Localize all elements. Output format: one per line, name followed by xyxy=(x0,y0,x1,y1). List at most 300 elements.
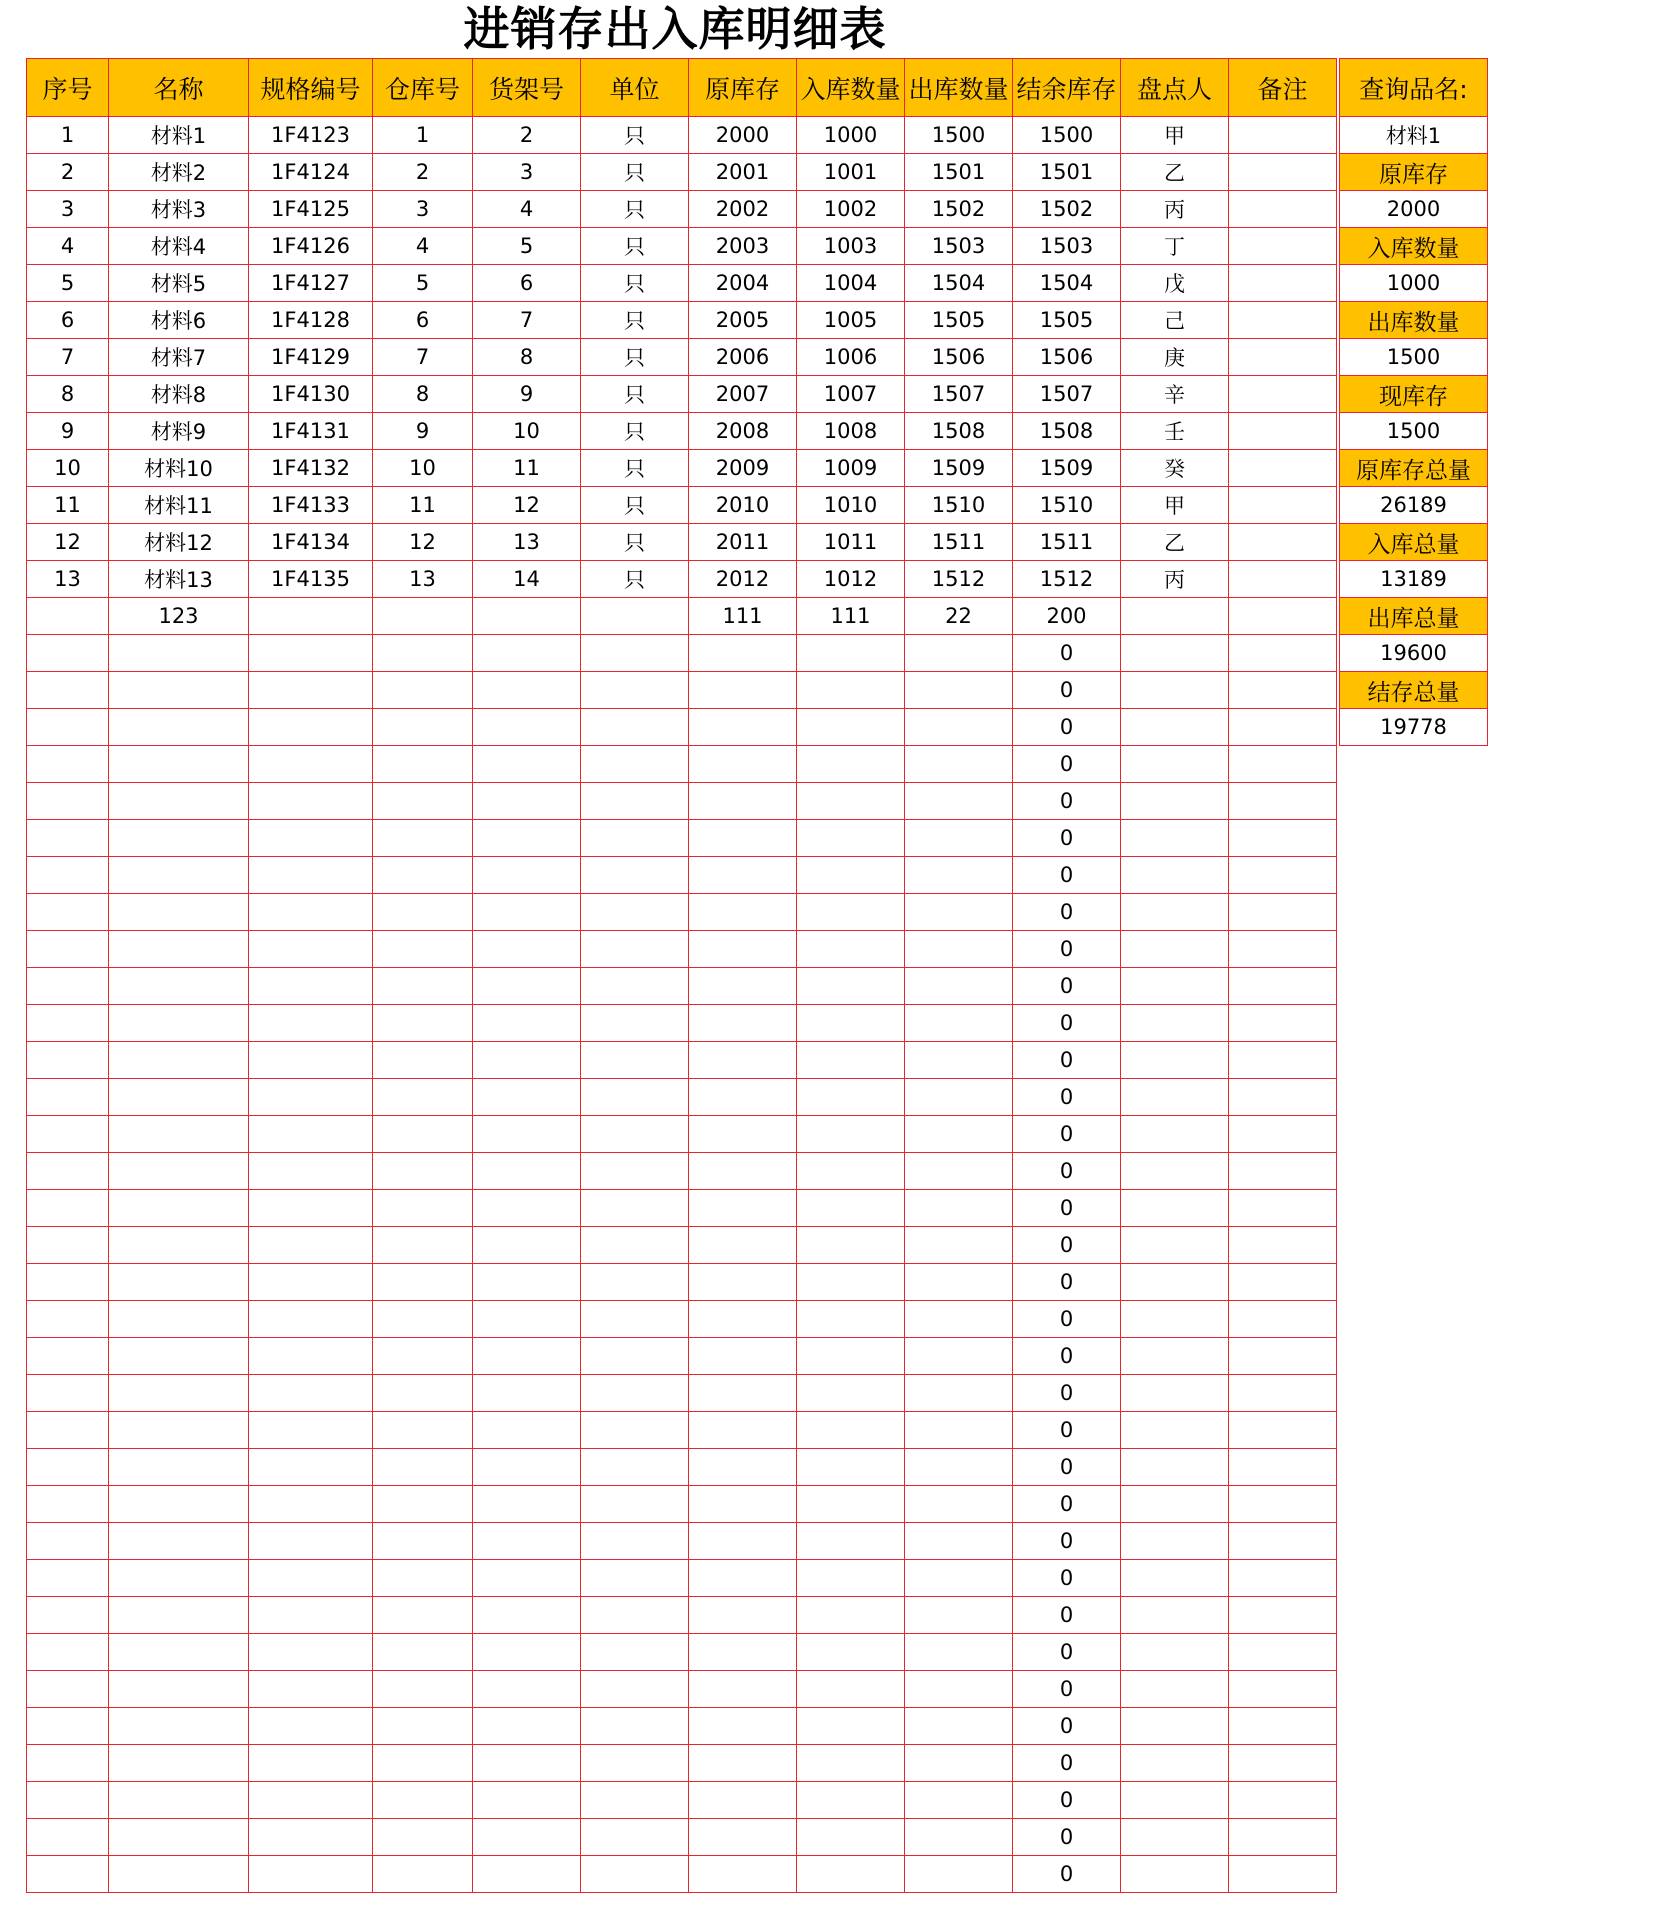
table-cell[interactable] xyxy=(581,1190,689,1227)
table-cell[interactable] xyxy=(1229,228,1337,265)
table-cell[interactable] xyxy=(249,783,373,820)
table-cell[interactable]: 1012 xyxy=(797,561,905,598)
table-cell[interactable]: 只 xyxy=(581,117,689,154)
table-cell[interactable] xyxy=(797,1227,905,1264)
table-cell[interactable] xyxy=(473,1560,581,1597)
table-cell[interactable] xyxy=(249,1560,373,1597)
table-cell[interactable]: 3 xyxy=(373,191,473,228)
table-cell[interactable] xyxy=(689,1079,797,1116)
table-cell[interactable] xyxy=(373,635,473,672)
table-cell[interactable] xyxy=(1229,1449,1337,1486)
table-cell[interactable]: 13 xyxy=(473,524,581,561)
table-cell[interactable] xyxy=(473,968,581,1005)
table-cell[interactable] xyxy=(27,1338,109,1375)
table-cell[interactable] xyxy=(797,1153,905,1190)
table-cell[interactable] xyxy=(581,1708,689,1745)
table-cell[interactable]: 材料12 xyxy=(109,524,249,561)
table-cell[interactable] xyxy=(689,1856,797,1893)
table-cell[interactable] xyxy=(905,1634,1013,1671)
table-cell[interactable] xyxy=(473,857,581,894)
table-cell[interactable] xyxy=(373,820,473,857)
table-cell[interactable] xyxy=(373,857,473,894)
table-cell[interactable] xyxy=(905,1153,1013,1190)
table-cell[interactable]: 7 xyxy=(27,339,109,376)
table-cell[interactable]: 1F4123 xyxy=(249,117,373,154)
table-cell[interactable] xyxy=(27,598,109,635)
table-cell[interactable] xyxy=(1229,598,1337,635)
table-cell[interactable]: 只 xyxy=(581,524,689,561)
table-cell[interactable] xyxy=(1229,635,1337,672)
table-cell[interactable] xyxy=(473,1856,581,1893)
table-cell[interactable] xyxy=(1229,1116,1337,1153)
table-cell[interactable] xyxy=(27,635,109,672)
table-cell[interactable] xyxy=(249,1745,373,1782)
table-cell[interactable] xyxy=(249,1042,373,1079)
table-cell[interactable] xyxy=(797,1597,905,1634)
table-cell[interactable] xyxy=(689,1116,797,1153)
table-cell[interactable] xyxy=(1121,968,1229,1005)
table-cell[interactable] xyxy=(473,1597,581,1634)
table-cell[interactable]: 1506 xyxy=(1013,339,1121,376)
table-cell[interactable]: 只 xyxy=(581,487,689,524)
table-cell[interactable]: 1511 xyxy=(905,524,1013,561)
table-cell[interactable] xyxy=(1229,746,1337,783)
table-cell[interactable]: 0 xyxy=(1013,931,1121,968)
table-cell[interactable] xyxy=(373,1227,473,1264)
table-cell[interactable] xyxy=(797,1708,905,1745)
table-cell[interactable]: 2011 xyxy=(689,524,797,561)
table-cell[interactable]: 9 xyxy=(373,413,473,450)
table-cell[interactable] xyxy=(373,1819,473,1856)
table-cell[interactable] xyxy=(689,1671,797,1708)
table-cell[interactable]: 1F4133 xyxy=(249,487,373,524)
table-cell[interactable]: 0 xyxy=(1013,1116,1121,1153)
table-cell[interactable]: 10 xyxy=(473,413,581,450)
table-cell[interactable] xyxy=(373,709,473,746)
table-cell[interactable] xyxy=(905,968,1013,1005)
table-cell[interactable] xyxy=(473,1005,581,1042)
table-cell[interactable] xyxy=(689,672,797,709)
table-cell[interactable] xyxy=(473,1153,581,1190)
table-cell[interactable]: 200 xyxy=(1013,598,1121,635)
table-cell[interactable] xyxy=(797,709,905,746)
table-cell[interactable]: 0 xyxy=(1013,709,1121,746)
table-cell[interactable] xyxy=(249,1856,373,1893)
table-cell[interactable] xyxy=(1229,820,1337,857)
query-value[interactable]: 19778 xyxy=(1340,709,1488,746)
table-cell[interactable]: 甲 xyxy=(1121,117,1229,154)
table-cell[interactable] xyxy=(905,783,1013,820)
table-cell[interactable]: 0 xyxy=(1013,1856,1121,1893)
table-cell[interactable] xyxy=(109,709,249,746)
table-cell[interactable]: 癸 xyxy=(1121,450,1229,487)
table-cell[interactable] xyxy=(905,894,1013,931)
table-cell[interactable]: 1512 xyxy=(1013,561,1121,598)
table-cell[interactable]: 7 xyxy=(473,302,581,339)
table-cell[interactable] xyxy=(581,1782,689,1819)
table-cell[interactable] xyxy=(1229,1190,1337,1227)
table-cell[interactable] xyxy=(581,598,689,635)
table-cell[interactable]: 0 xyxy=(1013,1153,1121,1190)
table-cell[interactable]: 5 xyxy=(373,265,473,302)
table-cell[interactable] xyxy=(249,1486,373,1523)
table-cell[interactable] xyxy=(249,1264,373,1301)
table-cell[interactable] xyxy=(689,931,797,968)
table-cell[interactable] xyxy=(1121,1597,1229,1634)
column-header[interactable]: 原库存 xyxy=(689,59,797,117)
table-cell[interactable]: 0 xyxy=(1013,783,1121,820)
table-cell[interactable] xyxy=(905,1782,1013,1819)
column-header[interactable]: 序号 xyxy=(27,59,109,117)
table-cell[interactable]: 3 xyxy=(473,154,581,191)
table-cell[interactable] xyxy=(27,1079,109,1116)
table-cell[interactable] xyxy=(689,968,797,1005)
table-cell[interactable] xyxy=(27,1671,109,1708)
table-cell[interactable] xyxy=(1229,450,1337,487)
table-cell[interactable] xyxy=(109,1153,249,1190)
table-cell[interactable] xyxy=(373,1560,473,1597)
table-cell[interactable] xyxy=(689,1782,797,1819)
table-cell[interactable]: 1508 xyxy=(1013,413,1121,450)
table-cell[interactable] xyxy=(27,1116,109,1153)
table-cell[interactable]: 0 xyxy=(1013,1190,1121,1227)
table-cell[interactable] xyxy=(1229,1227,1337,1264)
table-cell[interactable] xyxy=(581,1819,689,1856)
table-cell[interactable] xyxy=(109,1005,249,1042)
table-cell[interactable]: 乙 xyxy=(1121,154,1229,191)
table-cell[interactable] xyxy=(249,1819,373,1856)
table-cell[interactable]: 1F4132 xyxy=(249,450,373,487)
table-cell[interactable] xyxy=(373,1153,473,1190)
table-cell[interactable]: 12 xyxy=(473,487,581,524)
table-cell[interactable]: 6 xyxy=(473,265,581,302)
table-cell[interactable]: 2001 xyxy=(689,154,797,191)
table-cell[interactable]: 22 xyxy=(905,598,1013,635)
table-cell[interactable] xyxy=(1121,1412,1229,1449)
table-cell[interactable] xyxy=(1229,524,1337,561)
table-cell[interactable] xyxy=(109,1264,249,1301)
table-cell[interactable] xyxy=(581,1634,689,1671)
table-cell[interactable] xyxy=(689,1005,797,1042)
table-cell[interactable] xyxy=(905,820,1013,857)
table-cell[interactable]: 9 xyxy=(27,413,109,450)
table-cell[interactable] xyxy=(797,1042,905,1079)
table-cell[interactable] xyxy=(249,1190,373,1227)
table-cell[interactable]: 壬 xyxy=(1121,413,1229,450)
table-cell[interactable] xyxy=(249,1338,373,1375)
table-cell[interactable] xyxy=(1121,1782,1229,1819)
table-cell[interactable] xyxy=(581,783,689,820)
column-header[interactable]: 名称 xyxy=(109,59,249,117)
table-cell[interactable] xyxy=(905,1375,1013,1412)
table-cell[interactable] xyxy=(249,1634,373,1671)
table-cell[interactable] xyxy=(249,1671,373,1708)
table-cell[interactable] xyxy=(581,1449,689,1486)
table-cell[interactable] xyxy=(797,1412,905,1449)
table-cell[interactable] xyxy=(797,1301,905,1338)
table-cell[interactable] xyxy=(581,820,689,857)
table-cell[interactable] xyxy=(473,894,581,931)
table-cell[interactable] xyxy=(1229,931,1337,968)
table-cell[interactable] xyxy=(689,1412,797,1449)
table-cell[interactable]: 1508 xyxy=(905,413,1013,450)
table-cell[interactable]: 1001 xyxy=(797,154,905,191)
table-cell[interactable] xyxy=(797,857,905,894)
table-cell[interactable] xyxy=(797,820,905,857)
table-cell[interactable]: 己 xyxy=(1121,302,1229,339)
table-cell[interactable] xyxy=(27,857,109,894)
table-cell[interactable]: 2012 xyxy=(689,561,797,598)
table-cell[interactable] xyxy=(373,1486,473,1523)
table-cell[interactable] xyxy=(1121,1079,1229,1116)
table-cell[interactable] xyxy=(109,1486,249,1523)
table-cell[interactable] xyxy=(27,1597,109,1634)
table-cell[interactable]: 材料4 xyxy=(109,228,249,265)
table-cell[interactable]: 1501 xyxy=(1013,154,1121,191)
table-cell[interactable] xyxy=(689,635,797,672)
table-cell[interactable]: 1F4126 xyxy=(249,228,373,265)
table-cell[interactable] xyxy=(1229,672,1337,709)
table-cell[interactable]: 1510 xyxy=(905,487,1013,524)
table-cell[interactable] xyxy=(373,931,473,968)
table-cell[interactable] xyxy=(473,783,581,820)
table-cell[interactable] xyxy=(1229,265,1337,302)
table-cell[interactable] xyxy=(27,1782,109,1819)
table-cell[interactable] xyxy=(27,709,109,746)
table-cell[interactable] xyxy=(1229,1708,1337,1745)
table-cell[interactable]: 0 xyxy=(1013,1264,1121,1301)
table-cell[interactable]: 0 xyxy=(1013,1782,1121,1819)
table-cell[interactable] xyxy=(689,1153,797,1190)
table-cell[interactable] xyxy=(27,672,109,709)
table-cell[interactable] xyxy=(373,1523,473,1560)
query-value[interactable]: 19600 xyxy=(1340,635,1488,672)
table-cell[interactable] xyxy=(249,1412,373,1449)
table-cell[interactable] xyxy=(1121,672,1229,709)
query-value[interactable]: 1500 xyxy=(1340,413,1488,450)
column-header[interactable]: 货架号 xyxy=(473,59,581,117)
column-header[interactable]: 结余库存 xyxy=(1013,59,1121,117)
table-cell[interactable] xyxy=(797,1264,905,1301)
table-cell[interactable] xyxy=(27,1375,109,1412)
table-cell[interactable] xyxy=(473,820,581,857)
table-cell[interactable]: 0 xyxy=(1013,1042,1121,1079)
table-cell[interactable] xyxy=(797,1523,905,1560)
table-cell[interactable]: 8 xyxy=(27,376,109,413)
table-cell[interactable]: 0 xyxy=(1013,1227,1121,1264)
table-cell[interactable]: 材料6 xyxy=(109,302,249,339)
table-cell[interactable] xyxy=(473,1671,581,1708)
table-cell[interactable]: 1500 xyxy=(905,117,1013,154)
table-cell[interactable]: 只 xyxy=(581,265,689,302)
column-header[interactable]: 备注 xyxy=(1229,59,1337,117)
table-cell[interactable] xyxy=(109,635,249,672)
table-cell[interactable] xyxy=(581,931,689,968)
table-cell[interactable] xyxy=(1229,1153,1337,1190)
table-cell[interactable]: 0 xyxy=(1013,1634,1121,1671)
table-cell[interactable] xyxy=(581,1523,689,1560)
table-cell[interactable] xyxy=(109,1708,249,1745)
table-cell[interactable] xyxy=(905,1116,1013,1153)
table-cell[interactable] xyxy=(1229,487,1337,524)
table-cell[interactable] xyxy=(797,1671,905,1708)
table-cell[interactable]: 材料13 xyxy=(109,561,249,598)
table-cell[interactable] xyxy=(373,1412,473,1449)
table-cell[interactable] xyxy=(249,1153,373,1190)
table-cell[interactable] xyxy=(1121,1486,1229,1523)
table-cell[interactable] xyxy=(1121,1745,1229,1782)
table-cell[interactable] xyxy=(581,1116,689,1153)
table-cell[interactable] xyxy=(109,1042,249,1079)
table-cell[interactable] xyxy=(109,1560,249,1597)
table-cell[interactable] xyxy=(249,598,373,635)
table-cell[interactable] xyxy=(905,672,1013,709)
table-cell[interactable] xyxy=(797,746,905,783)
table-cell[interactable]: 1011 xyxy=(797,524,905,561)
table-cell[interactable]: 1504 xyxy=(1013,265,1121,302)
table-cell[interactable]: 1F4125 xyxy=(249,191,373,228)
table-cell[interactable]: 1F4129 xyxy=(249,339,373,376)
table-cell[interactable] xyxy=(581,1338,689,1375)
table-cell[interactable] xyxy=(1121,1708,1229,1745)
table-cell[interactable]: 材料1 xyxy=(109,117,249,154)
table-cell[interactable] xyxy=(797,1338,905,1375)
table-cell[interactable] xyxy=(689,1486,797,1523)
table-cell[interactable]: 1002 xyxy=(797,191,905,228)
table-cell[interactable]: 2 xyxy=(373,154,473,191)
table-cell[interactable] xyxy=(689,1375,797,1412)
table-cell[interactable]: 1005 xyxy=(797,302,905,339)
table-cell[interactable] xyxy=(473,1486,581,1523)
table-cell[interactable] xyxy=(249,746,373,783)
table-cell[interactable] xyxy=(905,1079,1013,1116)
table-cell[interactable] xyxy=(1121,1375,1229,1412)
table-cell[interactable]: 0 xyxy=(1013,1671,1121,1708)
table-cell[interactable] xyxy=(581,1412,689,1449)
table-cell[interactable] xyxy=(473,672,581,709)
table-cell[interactable]: 只 xyxy=(581,191,689,228)
table-cell[interactable]: 10 xyxy=(373,450,473,487)
table-cell[interactable] xyxy=(27,1264,109,1301)
table-cell[interactable] xyxy=(689,1597,797,1634)
table-cell[interactable] xyxy=(27,1708,109,1745)
table-cell[interactable] xyxy=(27,746,109,783)
table-cell[interactable]: 0 xyxy=(1013,857,1121,894)
table-cell[interactable]: 1F4124 xyxy=(249,154,373,191)
table-cell[interactable] xyxy=(473,1412,581,1449)
table-cell[interactable]: 1 xyxy=(27,117,109,154)
table-cell[interactable] xyxy=(905,1338,1013,1375)
table-cell[interactable] xyxy=(1229,191,1337,228)
table-cell[interactable] xyxy=(27,894,109,931)
table-cell[interactable] xyxy=(27,820,109,857)
table-cell[interactable] xyxy=(473,1264,581,1301)
table-cell[interactable] xyxy=(797,1782,905,1819)
table-cell[interactable]: 只 xyxy=(581,450,689,487)
table-cell[interactable] xyxy=(473,598,581,635)
table-cell[interactable] xyxy=(249,931,373,968)
table-cell[interactable] xyxy=(689,1227,797,1264)
table-cell[interactable] xyxy=(473,1523,581,1560)
table-cell[interactable] xyxy=(1121,1190,1229,1227)
table-cell[interactable] xyxy=(1229,302,1337,339)
table-cell[interactable] xyxy=(27,1819,109,1856)
table-cell[interactable] xyxy=(373,1338,473,1375)
table-cell[interactable] xyxy=(689,1819,797,1856)
table-cell[interactable] xyxy=(373,1856,473,1893)
table-cell[interactable] xyxy=(109,1597,249,1634)
table-cell[interactable]: 材料2 xyxy=(109,154,249,191)
table-cell[interactable]: 1507 xyxy=(905,376,1013,413)
table-cell[interactable] xyxy=(905,1449,1013,1486)
table-cell[interactable] xyxy=(373,968,473,1005)
table-cell[interactable] xyxy=(373,672,473,709)
table-cell[interactable] xyxy=(581,857,689,894)
table-cell[interactable]: 1507 xyxy=(1013,376,1121,413)
table-cell[interactable] xyxy=(249,1005,373,1042)
table-cell[interactable]: 只 xyxy=(581,413,689,450)
table-cell[interactable]: 1503 xyxy=(1013,228,1121,265)
table-cell[interactable]: 1F4128 xyxy=(249,302,373,339)
table-cell[interactable] xyxy=(109,931,249,968)
table-cell[interactable]: 1506 xyxy=(905,339,1013,376)
table-cell[interactable] xyxy=(373,1597,473,1634)
table-cell[interactable]: 1510 xyxy=(1013,487,1121,524)
table-cell[interactable] xyxy=(905,1301,1013,1338)
table-cell[interactable]: 1505 xyxy=(905,302,1013,339)
table-cell[interactable] xyxy=(1229,117,1337,154)
table-cell[interactable] xyxy=(1229,1042,1337,1079)
table-cell[interactable]: 只 xyxy=(581,339,689,376)
table-cell[interactable]: 11 xyxy=(27,487,109,524)
table-cell[interactable] xyxy=(27,1153,109,1190)
table-cell[interactable] xyxy=(1229,1005,1337,1042)
table-cell[interactable] xyxy=(1229,1597,1337,1634)
table-cell[interactable] xyxy=(581,1079,689,1116)
table-cell[interactable] xyxy=(473,1116,581,1153)
table-cell[interactable] xyxy=(1229,1412,1337,1449)
table-cell[interactable] xyxy=(581,746,689,783)
table-cell[interactable] xyxy=(1121,1116,1229,1153)
query-value[interactable]: 1000 xyxy=(1340,265,1488,302)
table-cell[interactable] xyxy=(1229,968,1337,1005)
table-cell[interactable] xyxy=(1121,1153,1229,1190)
table-cell[interactable] xyxy=(109,968,249,1005)
table-cell[interactable] xyxy=(689,820,797,857)
table-cell[interactable]: 乙 xyxy=(1121,524,1229,561)
table-cell[interactable] xyxy=(1229,1486,1337,1523)
table-cell[interactable]: 1512 xyxy=(905,561,1013,598)
table-cell[interactable]: 材料5 xyxy=(109,265,249,302)
table-cell[interactable] xyxy=(473,635,581,672)
table-cell[interactable] xyxy=(373,1264,473,1301)
table-cell[interactable] xyxy=(797,1745,905,1782)
table-cell[interactable]: 2 xyxy=(473,117,581,154)
table-cell[interactable]: 0 xyxy=(1013,1375,1121,1412)
table-cell[interactable]: 1003 xyxy=(797,228,905,265)
table-cell[interactable]: 0 xyxy=(1013,1338,1121,1375)
table-cell[interactable]: 0 xyxy=(1013,1412,1121,1449)
table-cell[interactable] xyxy=(581,1486,689,1523)
table-cell[interactable] xyxy=(1229,894,1337,931)
table-cell[interactable] xyxy=(109,1745,249,1782)
query-value[interactable]: 26189 xyxy=(1340,487,1488,524)
table-cell[interactable] xyxy=(581,1597,689,1634)
table-cell[interactable] xyxy=(905,1005,1013,1042)
table-cell[interactable] xyxy=(249,857,373,894)
table-cell[interactable] xyxy=(1121,1819,1229,1856)
table-cell[interactable] xyxy=(797,1375,905,1412)
